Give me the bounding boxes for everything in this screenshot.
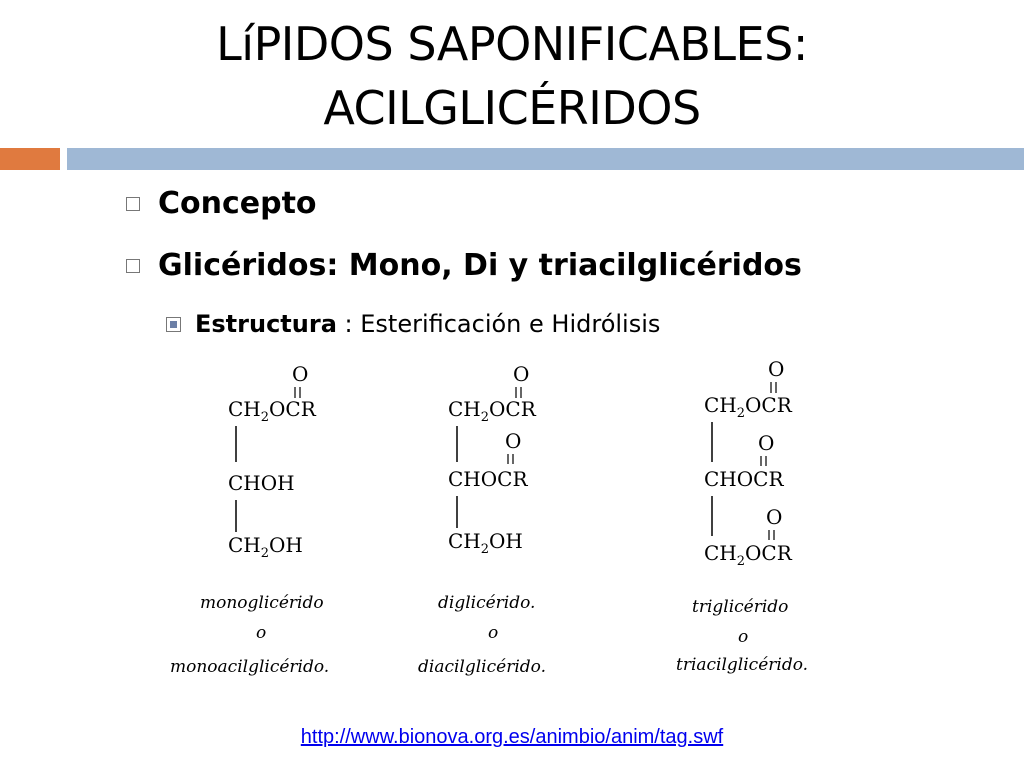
- carbonyl-oxygen: O: [513, 362, 530, 386]
- di-row-2: CHOCR: [448, 467, 528, 491]
- sub-bullet-estructura: [166, 310, 660, 338]
- hollow-square-bullet-icon: [126, 259, 140, 273]
- bullet-gliceridos: [126, 248, 802, 283]
- carbonyl-oxygen: O: [766, 505, 783, 529]
- di-caption-2: diacilglicérido.: [418, 657, 546, 677]
- structure-tri: [676, 357, 808, 675]
- carbonyl-oxygen: O: [292, 362, 309, 386]
- source-link[interactable]: http://www.bionova.org.es/animbio/anim/tag.swf: [300, 726, 724, 748]
- carbonyl-oxygen: O: [505, 429, 522, 453]
- bullet-gliceridos-label: Glicéridos: Mono, Di y triacilglicéridos: [158, 248, 802, 283]
- blue-accent-bar: [67, 148, 1024, 170]
- tri-row-3: $CH_2OCR$: [704, 541, 792, 569]
- mono-row-3: $CH_2OH$: [228, 533, 303, 561]
- mono-row-1: $CH_2OCR$: [228, 397, 316, 425]
- carbonyl-oxygen: O: [758, 431, 775, 455]
- di-row-1: $CH_2OCR$: [448, 397, 536, 425]
- sub-bullet-rest: : Esterificación e Hidrólisis: [336, 310, 661, 338]
- title-line-1: LíPIDOS SAPONIFICABLES:: [216, 17, 808, 71]
- sub-bullet-text: [195, 310, 660, 338]
- tri-row-2: CHOCR: [704, 467, 784, 491]
- tri-row-1: $CH_2OCR$: [704, 393, 792, 421]
- title-line-2: ACILGLICÉRIDOS: [323, 81, 701, 135]
- tri-caption-1: triglicérido: [692, 597, 789, 617]
- orange-accent-bar: [0, 148, 60, 170]
- di-caption-or: o: [488, 623, 499, 643]
- glyceride-structures-figure: [152, 352, 864, 680]
- sub-bullet-bold: Estructura: [195, 310, 337, 338]
- bullet-concepto: [126, 186, 317, 221]
- di-caption-1: diglicérido.: [438, 593, 536, 613]
- mono-caption-1: monoglicérido: [200, 593, 324, 613]
- structure-mono: [170, 362, 329, 677]
- carbonyl-oxygen: O: [768, 357, 785, 381]
- tri-caption-or: o: [738, 627, 749, 647]
- structures-svg: [152, 352, 864, 680]
- slide-title: [0, 12, 1024, 140]
- mono-caption-2: monoacilglicérido.: [170, 657, 330, 677]
- hollow-square-bullet-icon: [126, 197, 140, 211]
- bullet-concepto-label: Concepto: [158, 186, 317, 221]
- di-row-3: $CH_2OH$: [448, 529, 523, 557]
- filled-square-bullet-icon: [166, 317, 181, 332]
- tri-caption-2: triacilglicérido.: [676, 655, 809, 675]
- mono-row-2: CHOH: [228, 471, 295, 495]
- structure-di: [418, 362, 546, 677]
- mono-caption-or: o: [256, 623, 267, 643]
